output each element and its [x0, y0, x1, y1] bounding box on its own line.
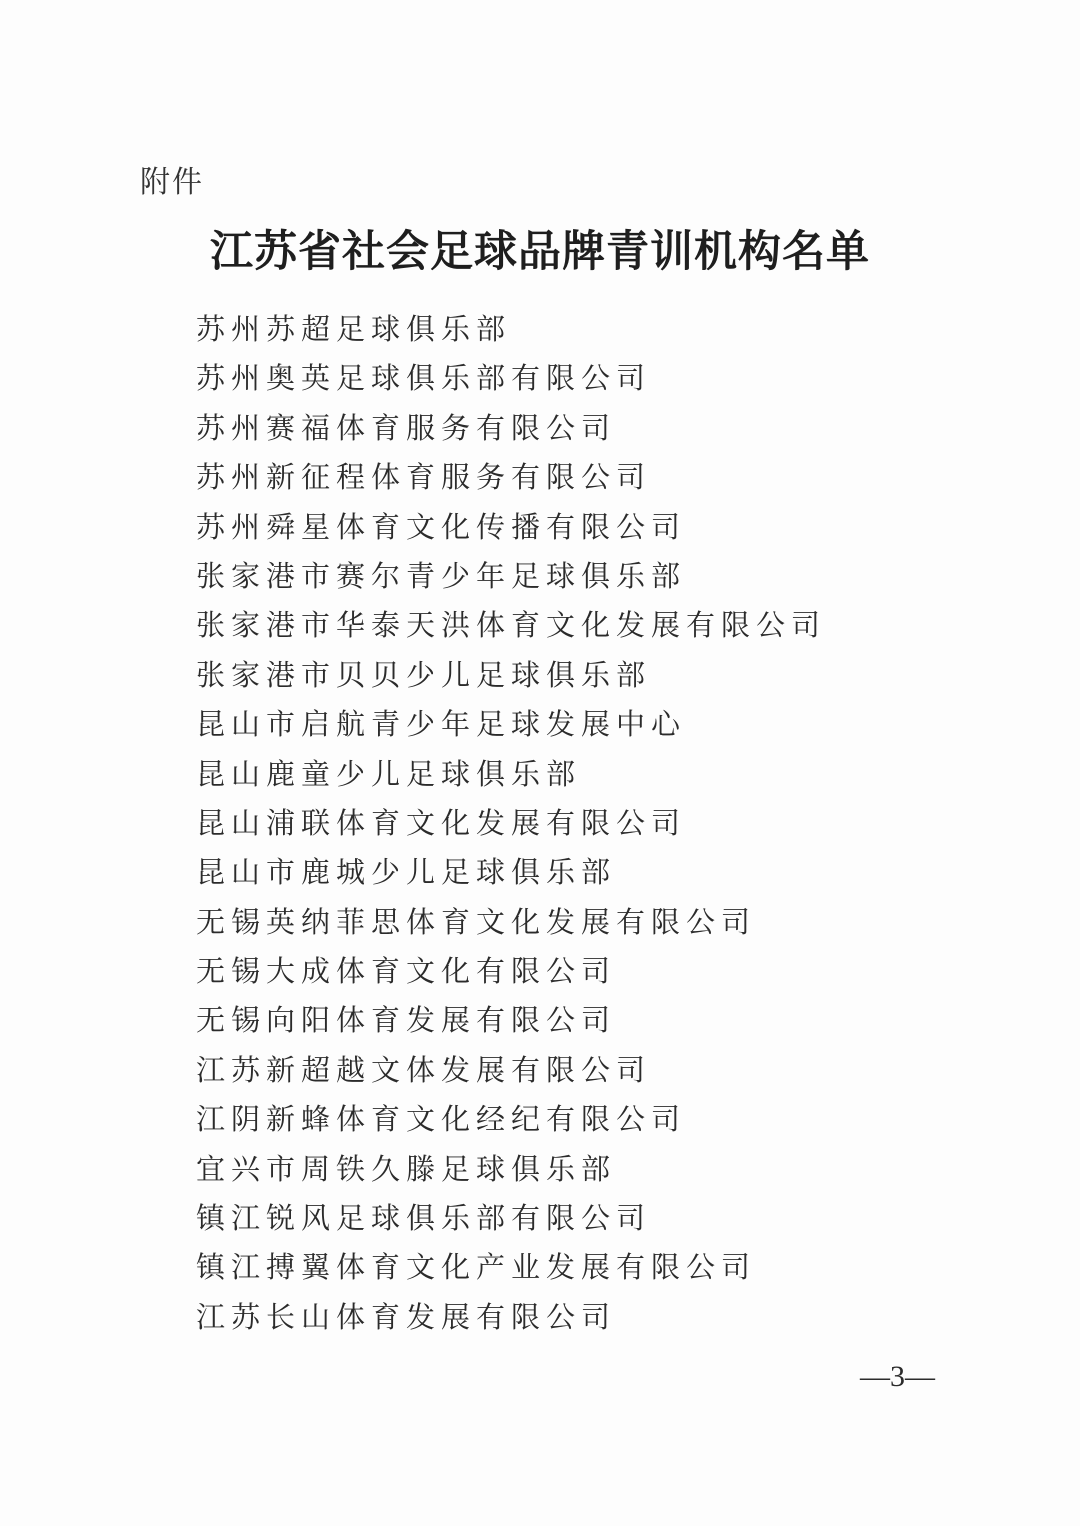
list-item: 张家港市贝贝少儿足球俱乐部: [196, 657, 652, 692]
list-item: 无锡向阳体育发展有限公司: [196, 1003, 617, 1038]
list-item: 宜兴市周铁久滕足球俱乐部: [196, 1151, 617, 1186]
list-item: 镇江锐风足球俱乐部有限公司: [196, 1201, 652, 1236]
list-item: 苏州新征程体育服务有限公司: [196, 460, 652, 495]
list-item: 苏州苏超足球俱乐部: [196, 312, 512, 346]
list-item: 张家港市华泰天洪体育文化发展有限公司: [196, 608, 827, 643]
list-item: 江阴新蜂体育文化经纪有限公司: [196, 1102, 687, 1137]
document-title: 江苏省社会足球品牌青训机构名单: [210, 227, 870, 277]
list-item: 江苏长山体育发展有限公司: [196, 1299, 617, 1334]
organization-list: [196, 305, 826, 1342]
list-item: 苏州奥英足球俱乐部有限公司: [196, 361, 652, 396]
attachment-label: 附件: [140, 165, 204, 200]
list-item: 昆山鹿童少儿足球俱乐部: [196, 756, 582, 791]
list-item: 昆山市鹿城少儿足球俱乐部: [196, 855, 617, 890]
list-item: 昆山市启航青少年足球发展中心: [196, 707, 687, 742]
list-item: 苏州赛福体育服务有限公司: [196, 410, 617, 445]
list-item: 张家港市赛尔青少年足球俱乐部: [196, 558, 687, 593]
list-item: 苏州舜星体育文化传播有限公司: [196, 509, 687, 544]
page-number: —3—: [860, 1360, 935, 1393]
list-item: 昆山浦联体育文化发展有限公司: [196, 805, 687, 840]
list-item: 镇江搏翼体育文化产业发展有限公司: [196, 1250, 757, 1285]
list-item: 无锡英纳菲思体育文化发展有限公司: [196, 904, 757, 939]
list-item: 江苏新超越文体发展有限公司: [196, 1052, 652, 1087]
list-item: 无锡大成体育文化有限公司: [196, 954, 617, 989]
